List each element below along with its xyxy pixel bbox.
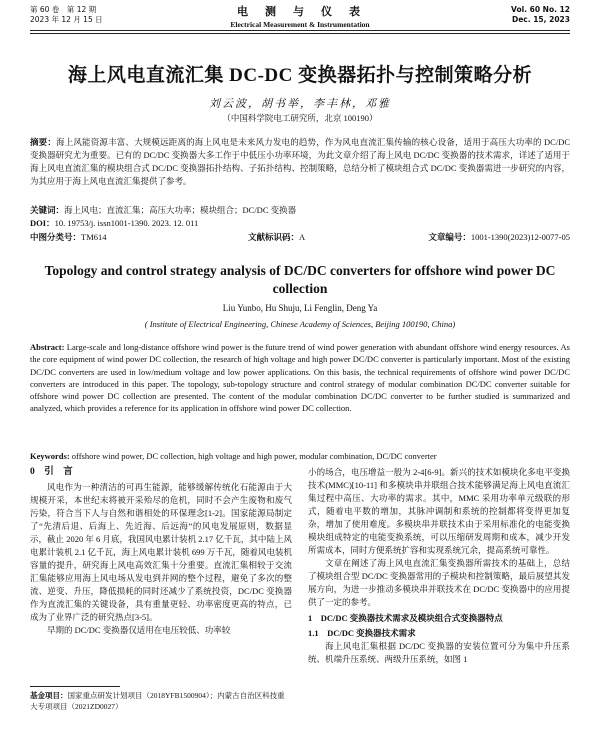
doc-code-text: A xyxy=(299,232,306,242)
abstract-en-text: Large-scale and long-distance offshore wind power is the future trend of wind power generation with abundant offshore wind energy resources. As the core equipment of wind power DC collection, the research of high voltage and high power DC/DC converter is particularly important. Most of the existing DC/DC converters are used in low/medium voltage and low power applications. On this basis, the technical requirements of offshore wind power DC/DC converters are introduced in this paper. The topology, sub-topology structure and control strategy of modular combination DC/DC converter suitable for offshore wind power DC collection are presented. The content of the modular combination DC/DC converter to be further studied is summarized and analyzed, which provides a reference for its application in offshore wind power DC collection. xyxy=(30,342,570,414)
doi-label: DOI： xyxy=(30,218,55,228)
doi-text: 10. 19753/j. issn1001-1390. 2023. 12. 011 xyxy=(54,218,199,228)
article-no-text: 1001-1390(2023)12-0077-05 xyxy=(470,232,570,242)
section-title: 引 言 xyxy=(44,467,73,477)
institution-cn: （中国科学院电工研究所，北京 100190） xyxy=(222,113,378,123)
keywords-cn-text: 海上风电；直流汇集；高压大功率；模块组合；DC/DC 变换器 xyxy=(64,205,297,215)
clc-number xyxy=(30,231,107,243)
subsection-heading-1-1: 1.1 DC/DC 变换器技术需求 xyxy=(308,628,416,638)
keywords-en-text: offshore wind power, DC collection, high voltage and high power, modular combination, DC/DC converter xyxy=(69,451,437,461)
paper-title-cn: 海上风电直流汇集 DC-DC 变换器拓扑与控制策略分析 xyxy=(67,65,533,86)
right-paragraph-2: 文章在阐述了海上风电直流汇集变换器所需技术的基础上，总结了模块组合型 DC/DC 变换器常用的子模块和控制策略，最后展望其发展方向，为进一步推动多模块串并联技术在 DC/DC 变换器中的应用提供了一定的参考。 xyxy=(308,558,570,607)
header-rule-top xyxy=(30,30,570,31)
intro-paragraph-2: 早期的 DC/DC 变换器仅适用在电压较低、功率较 xyxy=(47,625,231,635)
right-paragraph-1: 小的场合，电压增益一般为 2-4[6-9]。新兴的技术如模块化多电平变换技术(MMC)[10-11] 和多模块串并联组合技术能够满足海上风电直流汇集过程中高压、大功率的需求。其中，MMC 采用功率单元级联的形式，随着电平数的增加，其脉冲调制和系统的控制都将变得更加复杂，增加了使用难度。多模块串并联技术由于采用标准化的电能变换模块组成特定的电能变换系统，可以压缩研发周期和成本，减少开发所需成本，同时方便系统扩容和实现系统冗余，提高系统可靠性。 xyxy=(308,467,570,555)
abstract-en xyxy=(30,341,570,415)
right-paragraph-3: 海上风电汇集根据 DC/DC 变换器的安装位置可分为集中升压系统、机端升压系统、两级升压系统，如图 1 xyxy=(308,641,570,664)
section-heading-1: 1 DC/DC 变换器技术需求及模块组合式变换器特点 xyxy=(308,613,503,623)
funding-label: 基金项目： xyxy=(30,691,68,700)
article-number xyxy=(428,231,570,243)
doc-code-label: 文献标识码： xyxy=(248,232,300,242)
clc-text: TM614 xyxy=(81,232,107,242)
funding-text: 国家重点研发计划项目（2018YFB1500904）；内蒙古自治区科技重大专项项目（2021ZD0027） xyxy=(30,691,285,711)
keywords-cn xyxy=(30,204,570,216)
keywords-cn-label: 关键词： xyxy=(30,205,65,215)
left-column xyxy=(30,466,292,637)
volume-cn: 第 60 卷 第 12 期 xyxy=(30,5,97,14)
section-number: 0 xyxy=(30,467,35,477)
clc-label: 中图分类号： xyxy=(30,232,82,242)
journal-name-cn: 电 测 与 仪 表 xyxy=(237,6,363,18)
keywords-en-label: Keywords: xyxy=(30,451,70,461)
date-cn: 2023 年 12 月 15 日 xyxy=(30,15,103,24)
paper-title-en: Topology and control strategy analysis of DC/DC converters for offshore wind power DC collection xyxy=(44,263,556,296)
institution-en: ( Institute of Electrical Engineering, Chinese Academy of Sciences, Beijing 100190, China) xyxy=(144,319,456,329)
abstract-cn-text: 海上风能资源丰富、大规模远距离的海上风电是未来风力发电的趋势，作为风电直流汇集传输的核心设备，适用于高压大功率的 DC/DC 变换器研究尤为重要。已有的 DC/DC 变换器大多工作于中低压小功率环境，为此文章介绍了海上风电 DC/DC 变换器的技术需求，详述了适用于海上风电直流汇集的模块组合式 DC/DC 变换器拓扑结构、子拓扑结构、控制策略，总结分析了模块组合式 DC/DC 变换器需进一步研究的内容，为其应用于海上风电直流汇集提供了参考。 xyxy=(30,137,570,186)
abstract-en-label: Abstract: xyxy=(30,342,65,352)
section-heading-introduction xyxy=(30,466,292,479)
header-rule-bottom xyxy=(30,33,570,34)
intro-paragraph-1: 风电作为一种清洁的可再生能源，能够缓解传统化石能源由于大规模开采，本世纪末将被开采殆尽的危机，同时不会产生废物和废气污染，符合当下人与自然和谐相处的环保理念[1-2]。国家能源局制定了“先清后退、后海上、先近海、后远海”的风电发展原则，数据显示，截止 2020 年 6 月底，我国风电累计装机 2.17 亿千瓦，其中陆上风电累计装机 2.1 亿千瓦，海上风电累计装机 699 万千瓦，随着风电装机容量的提升，研究海上风电高效汇集十分重要。直流汇集相较于交流汇集能够应用海上风电场从发电到并网的整个过程，避免了多次的整流、逆变、升压，降低损耗的同时还减少了系统投资，DC/DC 变换器作为直流汇集的关键设备，具有重量更轻、功率密度更高的特点，已成为了业界广泛的研究热点[3-5]。 xyxy=(30,482,292,622)
authors-cn: 刘云波，胡书举，李丰林，邓雅 xyxy=(209,98,391,110)
journal-name-en: Electrical Measurement & Instrumentation xyxy=(230,20,370,29)
abstract-cn-label: 摘要： xyxy=(30,137,57,147)
funding-footnote xyxy=(30,690,292,712)
footnote-rule xyxy=(30,686,120,687)
keywords-en xyxy=(30,450,570,462)
abstract-cn xyxy=(30,136,570,188)
doi xyxy=(30,217,570,229)
right-column xyxy=(308,466,570,666)
volume-en: Vol. 60 No. 12 xyxy=(511,5,570,14)
date-en: Dec. 15, 2023 xyxy=(512,15,570,24)
authors-en: Liu Yunbo, Hu Shuju, Li Fenglin, Deng Ya xyxy=(222,303,378,313)
article-no-label: 文章编号： xyxy=(428,232,471,242)
document-code xyxy=(248,231,305,243)
